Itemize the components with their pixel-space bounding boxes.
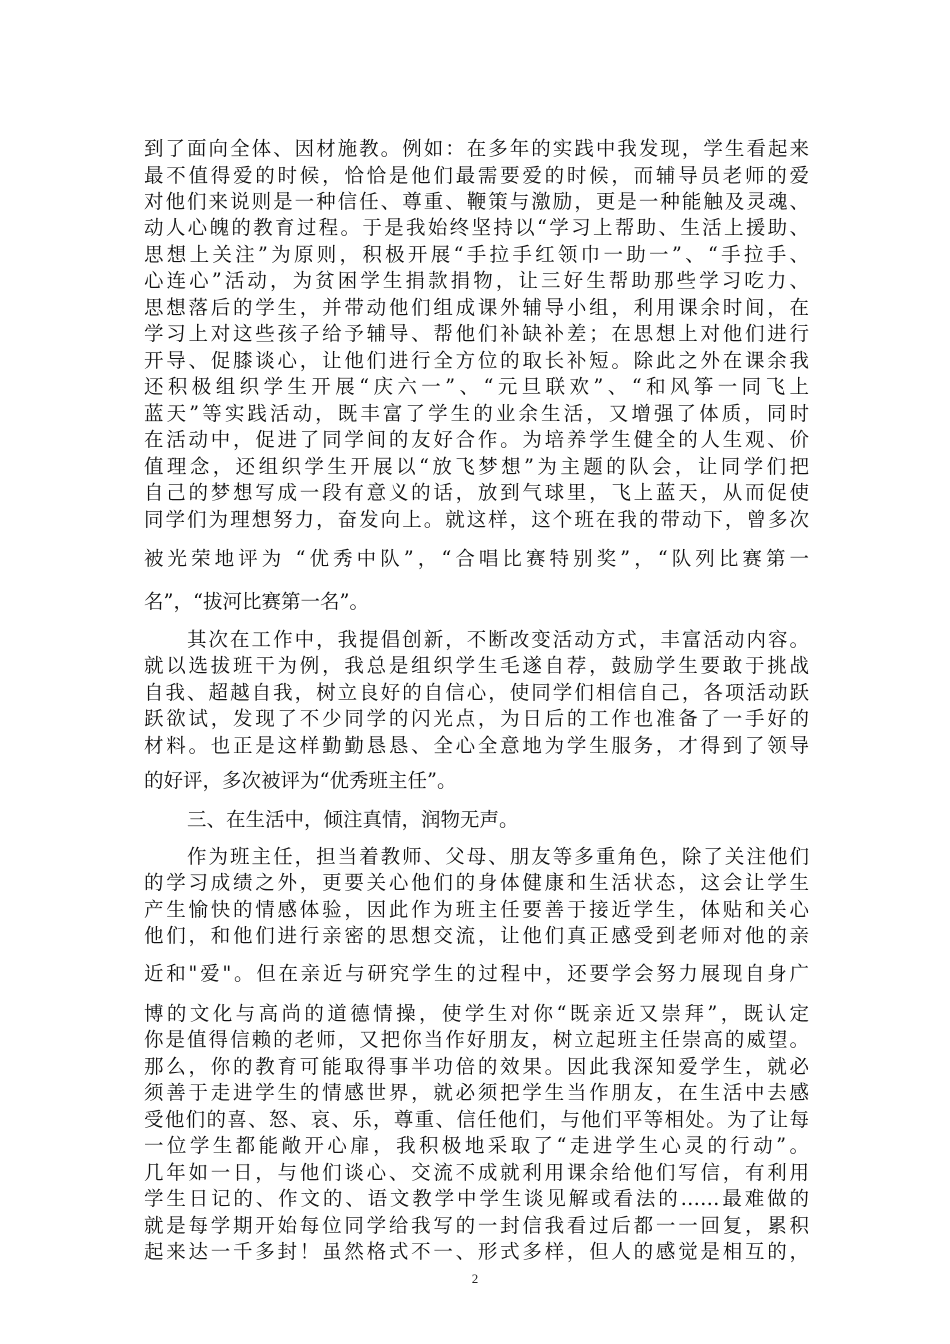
- section-heading: 三、在生活中，倾注真情，润物无声。: [187, 807, 519, 831]
- text-line: 开导、促膝谈心，让他们进行全方位的取长补短。除此之外在课余我: [144, 348, 809, 372]
- page-number: 2: [471, 1271, 479, 1286]
- text-line: 的学习成绩之外，更要关心他们的身体健康和生活状态，这会让学生: [144, 871, 809, 895]
- text-line: 被光荣地评为 “优秀中队”，“合唱比赛特别奖”，“队列比赛第一: [144, 547, 809, 571]
- text-line: 材料。也正是这样勤勤恳恳、全心全意地为学生服务，才得到了领导: [144, 733, 809, 757]
- text-line: 产生愉快的情感体验，因此作为班主任要善于接近学生，体贴和关心: [144, 897, 809, 921]
- text-line: 到了面向全体、因材施教。例如：在多年的实践中我发现，学生看起来: [144, 137, 809, 160]
- text-line: 思想上关注”为原则，积极开展“手拉手红领巾一助一”、“手拉手、: [144, 242, 809, 266]
- text-line: 对他们来说则是一种信任、尊重、鞭策与激励，更是一种能触及灵魂、: [144, 189, 809, 213]
- text-line: 那么，你的教育可能取得事半功倍的效果。因此我深知爱学生，就必: [144, 1054, 809, 1078]
- text-line: 还积极组织学生开展“庆六一”、“元旦联欢”、“和风筝一同飞上: [144, 375, 809, 399]
- text-line: 思想落后的学生，并带动他们组成课外辅导小组，利用课余时间，在: [144, 295, 809, 319]
- text-line: 同学们为理想努力，奋发向上。就这样，这个班在我的带动下，曾多次: [144, 507, 809, 531]
- text-line: 学生日记的、作文的、语文教学中学生谈见解或看法的……最难做的: [144, 1187, 809, 1211]
- text-line: 跃欲试，发现了不少同学的闪光点，为日后的工作也准备了一手好的: [144, 707, 809, 730]
- text-line: 自我、超越自我，树立良好的自信心，使同学们相信自己，各项活动跃: [144, 680, 809, 704]
- text-line: 起来达一千多封！虽然格式不一、形式多样，但人的感觉是相互的，: [144, 1240, 809, 1263]
- text-line: 他们，和他们进行亲密的思想交流，让他们真正感受到老师对他的亲: [144, 924, 809, 948]
- text-line: 在活动中，促进了同学间的友好合作。为培养学生健全的人生观、价: [144, 428, 809, 452]
- text-line: 自己的梦想写成一段有意义的话，放到气球里，飞上蓝天，从而促使: [144, 481, 809, 505]
- text-line: 就是每学期开始每位同学给我写的一封信我看过后都一一回复，累积: [144, 1213, 809, 1237]
- paragraph-first-line: 作为班主任，担当着教师、父母、朋友等多重角色，除了关注他们: [187, 844, 809, 868]
- text-line: 动人心魄的教育过程。于是我始终坚持以“学习上帮助、生活上援助、: [144, 216, 809, 240]
- text-line: 就以选拔班干为例，我总是组织学生毛遂自荐，鼓励学生要敢于挑战: [144, 654, 809, 678]
- text-line: 心连心”活动，为贫困学生捐款捐物，让三好生帮助那些学习吃力、: [144, 269, 809, 293]
- text-line: 最不值得爱的时候，恰恰是他们最需要爱的时候，而辅导员老师的爱: [144, 163, 809, 187]
- text-line: 几年如一日，与他们谈心、交流不成就利用课余给他们写信，有利用: [144, 1160, 809, 1184]
- text-line: 博的文化与高尚的道德情操，使学生对你“既亲近又崇拜”，既认定: [144, 1001, 809, 1025]
- text-line: 须善于走进学生的情感世界，就必须把学生当作朋友，在生活中去感: [144, 1081, 809, 1105]
- text-line: 的好评，多次被评为“优秀班主任”。: [144, 768, 457, 792]
- text-line: 你是值得信赖的老师，又把你当作好朋友，树立起班主任崇高的威望。: [144, 1028, 809, 1052]
- text-line: 学习上对这些孩子给予辅导、帮他们补缺补差；在思想上对他们进行: [144, 322, 809, 346]
- text-line: 值理念，还组织学生开展以“放飞梦想”为主题的队会，让同学们把: [144, 454, 809, 478]
- text-line: 蓝天”等实践活动，既丰富了学生的业余生活，又增强了体质，同时: [144, 401, 809, 425]
- paragraph-first-line: 其次在工作中，我提倡创新，不断改变活动方式，丰富活动内容。: [187, 627, 809, 651]
- text-line: 受他们的喜、怒、哀、乐，尊重、信任他们，与他们平等相处。为了让每: [144, 1107, 809, 1131]
- text-line: 近和"爱"。但在亲近与研究学生的过程中，还要学会努力展现自身广: [144, 962, 809, 985]
- text-line: 名”，“拔河比赛第一名”。: [144, 589, 369, 613]
- text-line: 一位学生都能敞开心扉，我积极地采取了“走进学生心灵的行动”。: [144, 1134, 809, 1158]
